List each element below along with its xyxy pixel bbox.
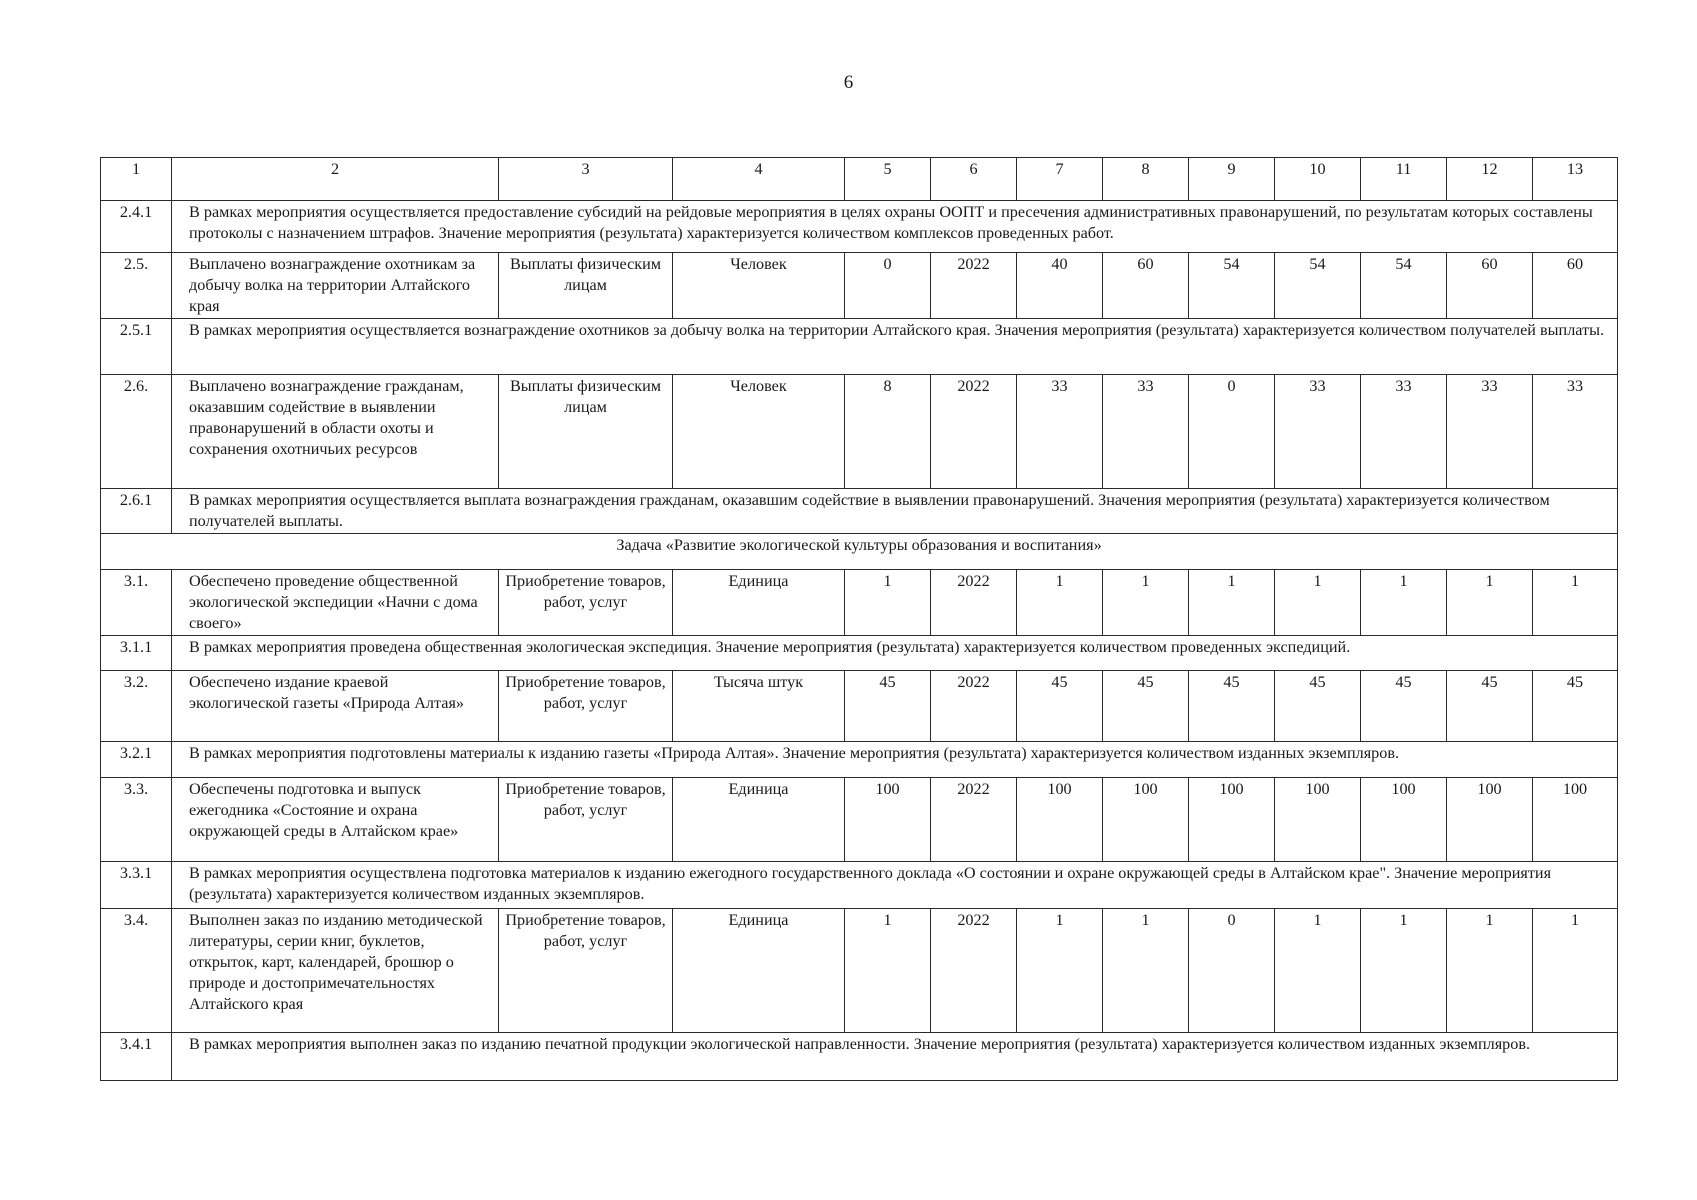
task-row (101, 534, 1618, 570)
value-cell-6: 2022 (931, 671, 1017, 742)
header-cell: 3 (499, 158, 673, 201)
measure-name: Выплачено вознаграждение гражданам, оказавшим содействие в выявлении правонарушений в области охоты и сохранения охотничьих ресурсов (172, 375, 499, 489)
value-cell-8: 1 (1103, 570, 1189, 636)
row-number: 2.5. (101, 253, 172, 319)
table-body (101, 158, 1618, 1081)
measure-name: Обеспечены подготовка и выпуск ежегодника «Состояние и охрана окружающей среды в Алтайском крае» (172, 778, 499, 862)
measure-name: Обеспечено издание краевой экологической газеты «Природа Алтая» (172, 671, 499, 742)
value-cell-8: 45 (1103, 671, 1189, 742)
description-row (101, 636, 1618, 671)
unit-cell: Человек (673, 375, 845, 489)
table-row (101, 671, 1618, 742)
value-cell-11: 54 (1361, 253, 1447, 319)
value-cell-6: 2022 (931, 375, 1017, 489)
value-cell-11: 1 (1361, 570, 1447, 636)
header-cell: 9 (1189, 158, 1275, 201)
value-cell-9: 54 (1189, 253, 1275, 319)
description-row (101, 742, 1618, 778)
value-cell-5: 100 (845, 778, 931, 862)
header-cell: 12 (1447, 158, 1533, 201)
row-number: 3.4.1 (101, 1033, 172, 1081)
table-header-row (101, 158, 1618, 201)
value-cell-13: 33 (1533, 375, 1618, 489)
row-number: 3.1.1 (101, 636, 172, 671)
row-number: 2.6. (101, 375, 172, 489)
value-cell-13: 60 (1533, 253, 1618, 319)
description-text: В рамках мероприятия осуществляется предоставление субсидий на рейдовые мероприятия в целях охраны ООПТ и пресечения административных правонарушений, по результатам которых составлены протоколы с назначением штрафов. Значение мероприятия (результата) характеризуется количеством комплексов проведенных работ. (172, 201, 1618, 253)
row-number: 3.1. (101, 570, 172, 636)
value-cell-12: 100 (1447, 778, 1533, 862)
value-cell-5: 1 (845, 570, 931, 636)
description-row (101, 319, 1618, 375)
value-cell-7: 45 (1017, 671, 1103, 742)
unit-cell: Человек (673, 253, 845, 319)
value-cell-9: 1 (1189, 570, 1275, 636)
measure-kind: Приобретение товаров, работ, услуг (499, 778, 673, 862)
value-cell-13: 45 (1533, 671, 1618, 742)
value-cell-6: 2022 (931, 909, 1017, 1033)
description-text: В рамках мероприятия проведена общественная экологическая экспедиция. Значение мероприятия (результата) характеризуется количеством проведенных экспедиций. (172, 636, 1618, 671)
description-text: В рамках мероприятия осуществлена подготовка материалов к изданию ежегодного государственного доклада «О состоянии и охране окружающей среды в Алтайском крае". Значение мероприятия (результата) характеризуется количеством изданных экземпляров. (172, 862, 1618, 909)
value-cell-7: 33 (1017, 375, 1103, 489)
value-cell-12: 1 (1447, 909, 1533, 1033)
unit-cell: Единица (673, 570, 845, 636)
value-cell-10: 54 (1275, 253, 1361, 319)
unit-cell: Единица (673, 778, 845, 862)
row-number: 3.4. (101, 909, 172, 1033)
page-number: 6 (843, 72, 854, 93)
row-number: 3.2. (101, 671, 172, 742)
value-cell-10: 100 (1275, 778, 1361, 862)
value-cell-6: 2022 (931, 570, 1017, 636)
value-cell-10: 1 (1275, 909, 1361, 1033)
value-cell-10: 45 (1275, 671, 1361, 742)
value-cell-8: 60 (1103, 253, 1189, 319)
value-cell-9: 100 (1189, 778, 1275, 862)
row-number: 2.4.1 (101, 201, 172, 253)
table-row (101, 375, 1618, 489)
row-number: 3.3. (101, 778, 172, 862)
description-text: В рамках мероприятия выполнен заказ по изданию печатной продукции экологической направленности. Значение мероприятия (результата) характеризуется количеством изданных экземпляров. (172, 1033, 1618, 1081)
header-cell: 10 (1275, 158, 1361, 201)
header-cell: 5 (845, 158, 931, 201)
value-cell-11: 100 (1361, 778, 1447, 862)
value-cell-12: 60 (1447, 253, 1533, 319)
table-row (101, 778, 1618, 862)
value-cell-11: 33 (1361, 375, 1447, 489)
value-cell-9: 0 (1189, 375, 1275, 489)
description-row (101, 862, 1618, 909)
measure-kind: Выплаты физическим лицам (499, 375, 673, 489)
value-cell-11: 1 (1361, 909, 1447, 1033)
value-cell-12: 33 (1447, 375, 1533, 489)
header-cell: 11 (1361, 158, 1447, 201)
header-cell: 7 (1017, 158, 1103, 201)
value-cell-10: 33 (1275, 375, 1361, 489)
value-cell-7: 40 (1017, 253, 1103, 319)
header-cell: 8 (1103, 158, 1189, 201)
value-cell-8: 33 (1103, 375, 1189, 489)
value-cell-5: 8 (845, 375, 931, 489)
description-row (101, 201, 1618, 253)
value-cell-13: 100 (1533, 778, 1618, 862)
table-row (101, 909, 1618, 1033)
value-cell-13: 1 (1533, 909, 1618, 1033)
table-row (101, 570, 1618, 636)
header-cell: 6 (931, 158, 1017, 201)
measure-name: Выплачено вознаграждение охотникам за добычу волка на территории Алтайского края (172, 253, 499, 319)
value-cell-7: 1 (1017, 909, 1103, 1033)
measure-kind: Приобретение товаров, работ, услуг (499, 909, 673, 1033)
row-number: 2.6.1 (101, 489, 172, 534)
header-cell: 4 (673, 158, 845, 201)
header-cell: 2 (172, 158, 499, 201)
measure-name: Обеспечено проведение общественной экологической экспедиции «Начни с дома своего» (172, 570, 499, 636)
measure-kind: Приобретение товаров, работ, услуг (499, 570, 673, 636)
description-text: В рамках мероприятия осуществляется вознаграждение охотников за добычу волка на территории Алтайского края. Значения мероприятия (результата) характеризуется количеством получателей выплаты. (172, 319, 1618, 375)
value-cell-9: 45 (1189, 671, 1275, 742)
value-cell-8: 100 (1103, 778, 1189, 862)
value-cell-9: 0 (1189, 909, 1275, 1033)
value-cell-7: 100 (1017, 778, 1103, 862)
value-cell-12: 1 (1447, 570, 1533, 636)
description-row (101, 1033, 1618, 1081)
row-number: 3.2.1 (101, 742, 172, 778)
measure-kind: Выплаты физическим лицам (499, 253, 673, 319)
value-cell-7: 1 (1017, 570, 1103, 636)
value-cell-6: 2022 (931, 778, 1017, 862)
unit-cell: Единица (673, 909, 845, 1033)
header-cell: 13 (1533, 158, 1618, 201)
value-cell-10: 1 (1275, 570, 1361, 636)
table-row (101, 253, 1618, 319)
value-cell-8: 1 (1103, 909, 1189, 1033)
value-cell-13: 1 (1533, 570, 1618, 636)
indicators-table (100, 157, 1618, 1081)
measure-kind: Приобретение товаров, работ, услуг (499, 671, 673, 742)
task-heading: Задача «Развитие экологической культуры образования и воспитания» (101, 534, 1618, 570)
unit-cell: Тысяча штук (673, 671, 845, 742)
value-cell-11: 45 (1361, 671, 1447, 742)
value-cell-5: 45 (845, 671, 931, 742)
value-cell-12: 45 (1447, 671, 1533, 742)
measure-name: Выполнен заказ по изданию методической литературы, серии книг, буклетов, открыток, карт, календарей, брошюр о природе и достопримечательностях Алтайского края (172, 909, 499, 1033)
description-text: В рамках мероприятия подготовлены материалы к изданию газеты «Природа Алтая». Значение мероприятия (результата) характеризуется количеством изданных экземпляров. (172, 742, 1618, 778)
value-cell-5: 1 (845, 909, 931, 1033)
description-row (101, 489, 1618, 534)
row-number: 3.3.1 (101, 862, 172, 909)
header-cell: 1 (101, 158, 172, 201)
value-cell-5: 0 (845, 253, 931, 319)
value-cell-6: 2022 (931, 253, 1017, 319)
row-number: 2.5.1 (101, 319, 172, 375)
description-text: В рамках мероприятия осуществляется выплата вознаграждения гражданам, оказавшим содействие в выявлении правонарушений. Значения мероприятия (результата) характеризуется количеством получателей выплаты. (172, 489, 1618, 534)
